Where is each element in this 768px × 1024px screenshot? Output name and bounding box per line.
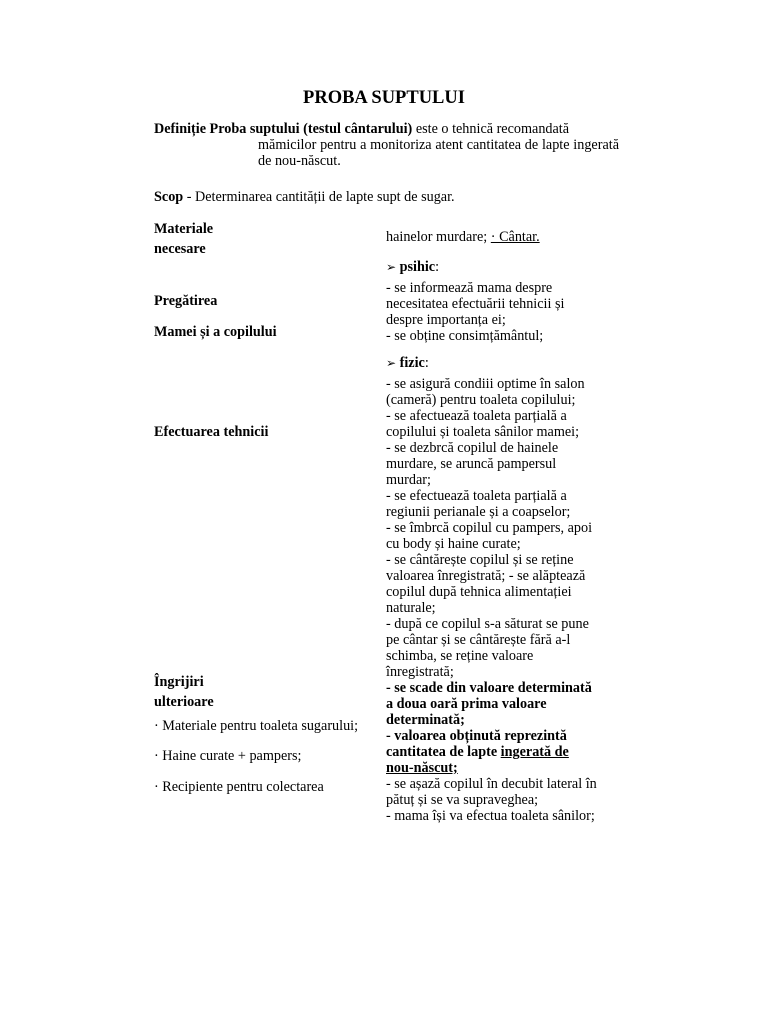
fizic-line: cu body și haine curate;: [386, 536, 521, 552]
fizic-line: - se cântărește copilul și se reține: [386, 552, 574, 568]
page-title: PROBA SUPTULUI: [303, 88, 465, 108]
result-line: determinată;: [386, 712, 465, 728]
fizic-line: pe cântar și se cântărește fără a-l: [386, 632, 571, 648]
care-line: - mama își va efectua toaleta sânilor;: [386, 808, 595, 824]
result-line: a doua oară prima valoare: [386, 696, 547, 712]
materiale-heading-2: necesare: [154, 241, 206, 257]
fizic-line: valoarea înregistrată; - se alăptează: [386, 568, 586, 584]
result-line: - valoarea obținută reprezintă: [386, 728, 567, 744]
scope-label: Scop: [154, 189, 184, 205]
definition-text-first: este o tehnică recomandată: [415, 121, 570, 137]
fizic-heading: ➢ fizic:: [386, 355, 429, 371]
ingrijiri-heading-1: Îngrijiri: [154, 674, 204, 690]
fizic-line: schimba, se reține valoare: [386, 648, 534, 664]
materiale-text: hainelor murdare; · Cântar.: [386, 229, 540, 245]
fizic-line: copilul după tehnica alimentației: [386, 584, 572, 600]
scope-paragraph: [154, 189, 455, 205]
result-line: - se scade din valoare determinată: [386, 680, 592, 696]
definition-label: Definiție Proba suptului (testul cântarului): [154, 121, 413, 137]
psihic-line: necesitatea efectuării tehnicii și: [386, 296, 565, 312]
fizic-line: - se efectuează toaleta parțială a: [386, 488, 567, 504]
psihic-heading: ➢ psihic:: [386, 259, 440, 275]
result-line: nou-născut;: [386, 760, 458, 776]
fizic-line: - se afectuează toaleta parțială a: [386, 408, 567, 424]
efectuarea-heading: Efectuarea tehnicii: [154, 424, 269, 440]
psihic-list: [386, 280, 626, 344]
list-item: · Materiale pentru toaleta sugarului;: [154, 718, 359, 734]
list-item: · Recipiente pentru colectarea: [154, 779, 324, 795]
fizic-line: copilului și toaleta sânilor mamei;: [386, 424, 580, 440]
pregatirea-heading: Pregătirea: [154, 293, 218, 309]
fizic-line: (cameră) pentru toaleta copilului;: [386, 392, 576, 408]
fizic-line: murdar;: [386, 472, 431, 488]
mamei-heading: Mamei și a copilului: [154, 324, 277, 340]
fizic-line: regiunii perianale și a coapselor;: [386, 504, 571, 520]
care-line: pătuț și se va supraveghea;: [386, 792, 539, 808]
fizic-line: - se dezbrcă copilul de hainele: [386, 440, 559, 456]
list-item: · Haine curate + pampers;: [154, 748, 302, 764]
result-line: cantitatea de lapte ingerată de: [386, 744, 569, 760]
cantar-link: · Cântar.: [490, 229, 540, 245]
scope-text: - Determinarea cantității de lapte supt de sugar.: [183, 189, 455, 205]
fizic-line: murdare, se aruncă pampersul: [386, 456, 557, 472]
psihic-line: - se obține consimțământul;: [386, 328, 544, 344]
fizic-line: înregistrată;: [386, 664, 454, 680]
fizic-line: - se asigură condiii optime în salon: [386, 376, 585, 392]
ingrijiri-heading-2: ulterioare: [154, 694, 214, 710]
fizic-line: - după ce copilul s-a săturat se pune: [386, 616, 589, 632]
arrow-icon: ➢: [386, 356, 397, 370]
materiale-heading-1: Materiale: [154, 221, 214, 237]
definition-paragraph: [154, 121, 619, 169]
fizic-list: [386, 376, 626, 824]
psihic-line: despre importanța ei;: [386, 312, 506, 328]
fizic-line: naturale;: [386, 600, 436, 616]
arrow-icon: ➢: [386, 260, 397, 274]
definition-text-rest: mămicilor pentru a monitoriza atent cantitatea de lapte ingerată de nou-născut.: [258, 137, 619, 169]
care-line: - se așază copilul în decubit lateral în: [386, 776, 597, 792]
psihic-line: - se informează mama despre: [386, 280, 553, 296]
fizic-line: - se îmbrcă copilul cu pampers, apoi: [386, 520, 593, 536]
